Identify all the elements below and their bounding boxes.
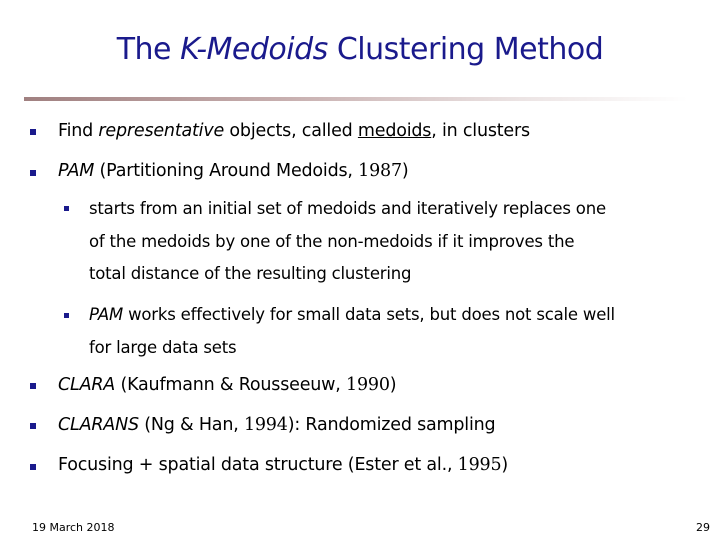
bullet-1-post: , in clusters — [431, 121, 530, 141]
bullet-5-body: Focusing + spatial data structure (Ester et al., — [58, 455, 458, 475]
sub-bullet-2-line-1 — [89, 305, 615, 324]
bullet-2-italic: PAM — [58, 161, 95, 181]
bullet-3-body: (Kaufmann & Rousseeuw, — [115, 375, 347, 395]
bullet-4-close: ): Randomized sampling — [287, 415, 496, 435]
slide-title — [0, 32, 720, 67]
bullet-2-text — [58, 161, 409, 181]
title-italic: K-Medoids — [180, 32, 328, 67]
sub-bullet-marker — [64, 313, 69, 318]
bullet-1-text — [58, 121, 530, 141]
bullet-5-year: 1995 — [457, 455, 502, 475]
bullet-2-year: 1987 — [358, 161, 402, 181]
bullet-5-close: ) — [501, 455, 509, 475]
bullet-3-text — [58, 375, 396, 395]
title-suffix: Clustering Method — [327, 32, 604, 67]
title-prefix: The — [116, 32, 181, 67]
bullet-marker — [30, 464, 36, 470]
bullet-4-year: 1994 — [243, 415, 288, 435]
page-number: 29 — [696, 521, 710, 534]
bullet-marker — [30, 423, 36, 429]
bullet-marker — [30, 170, 36, 176]
bullet-3-year: 1990 — [346, 375, 390, 395]
footer-date: 19 March 2018 — [32, 521, 115, 534]
bullet-marker — [30, 383, 36, 389]
bullet-3-close: ) — [389, 375, 397, 395]
sub-bullet-1-line-1: starts from an initial set of medoids and iteratively replaces one — [89, 199, 606, 218]
sub-bullet-2-text: works effectively for small data sets, but does not scale well — [123, 305, 615, 324]
bullet-4-italic: CLARANS — [58, 415, 139, 435]
bullet-marker — [30, 129, 36, 135]
sub-bullet-2-line-2: for large data sets — [89, 338, 237, 357]
bullet-4-text — [58, 415, 495, 435]
bullet-1-italic: representative — [98, 121, 225, 141]
title-divider — [24, 97, 688, 101]
bullet-3-italic: CLARA — [58, 375, 116, 395]
sub-bullet-2-italic: PAM — [89, 305, 124, 324]
sub-bullet-1-line-2: of the medoids by one of the non-medoids if it improves the — [89, 232, 575, 251]
sub-bullet-marker — [64, 206, 69, 211]
bullet-4-body: (Ng & Han, — [138, 415, 244, 435]
bullet-1-pre: Find — [58, 121, 99, 141]
bullet-5-text — [58, 455, 508, 475]
sub-bullet-1-line-3: total distance of the resulting clustering — [89, 264, 412, 283]
bullet-1-mid: objects, called — [224, 121, 358, 141]
bullet-1-underlined: medoids — [357, 121, 432, 141]
bullet-2-close: ) — [401, 161, 409, 181]
bullet-2-text-body: (Partitioning Around Medoids, — [94, 161, 359, 181]
